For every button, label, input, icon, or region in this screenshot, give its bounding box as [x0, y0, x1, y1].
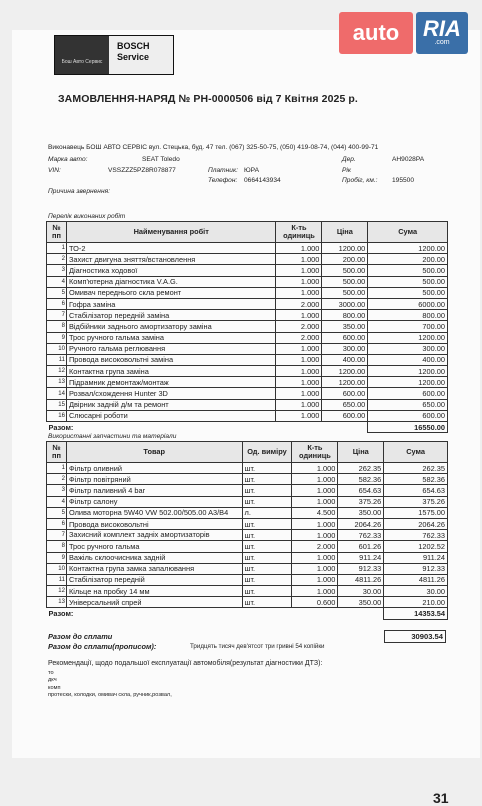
parts-cell: Фільтр оливний: [66, 463, 242, 474]
works-cell: 1.000: [276, 243, 322, 254]
works-col-num: № пп: [47, 222, 67, 243]
works-header-row: [47, 222, 448, 243]
parts-cell: 1202.52: [384, 541, 448, 552]
parts-cell: 12: [47, 586, 67, 597]
works-table: [46, 221, 448, 433]
works-cell: 300.00: [322, 343, 368, 354]
vin-label: VIN:: [48, 167, 61, 174]
parts-cell: Фільтр салону: [66, 496, 242, 507]
works-row: [47, 298, 448, 309]
parts-col-price: Ціна: [338, 442, 384, 463]
works-cell: 14: [47, 388, 67, 399]
works-cell: 500.00: [368, 287, 448, 298]
works-cell: 8: [47, 321, 67, 332]
parts-row: [47, 574, 448, 585]
works-cell: Відбійники заднього амортизатору заміна: [66, 321, 276, 332]
works-row: [47, 265, 448, 276]
works-cell: 1200.00: [368, 377, 448, 388]
parts-cell: 1.000: [292, 552, 338, 563]
works-row: [47, 243, 448, 254]
parts-cell: 1.000: [292, 563, 338, 574]
works-row: [47, 287, 448, 298]
parts-cell: 30.00: [384, 586, 448, 597]
parts-cell: Стабілізатор передній: [66, 574, 242, 585]
works-cell: 350.00: [322, 321, 368, 332]
parts-cell: 911.24: [338, 552, 384, 563]
works-cell: Діагностика ходової: [66, 265, 276, 276]
works-cell: 1: [47, 243, 67, 254]
parts-cell: шт.: [242, 474, 292, 485]
parts-cell: 375.26: [338, 496, 384, 507]
parts-cell: шт.: [242, 463, 292, 474]
parts-cell: 10: [47, 563, 67, 574]
parts-cell: шт.: [242, 541, 292, 552]
parts-header-row: [47, 442, 448, 463]
phone-label: Телефон:: [208, 177, 238, 184]
works-cell: 1.000: [276, 265, 322, 276]
parts-cell: 1.000: [292, 485, 338, 496]
works-cell: Двірник задній д/м та ремонт: [66, 399, 276, 410]
works-row: [47, 354, 448, 365]
recommendations-label: Рекомендації, щодо подальшої експлуатації автомобіля(результат діагностики ДТЗ):: [48, 660, 323, 667]
parts-cell: 9: [47, 552, 67, 563]
parts-cell: 350.00: [338, 597, 384, 608]
watermark-auto: auto: [339, 12, 413, 54]
payer-value: ЮРА: [244, 167, 260, 174]
recommendations-notes: [48, 670, 172, 700]
works-cell: 600.00: [322, 410, 368, 421]
parts-cell: 1.000: [292, 530, 338, 541]
parts-cell: шт.: [242, 518, 292, 529]
works-row: [47, 377, 448, 388]
parts-cell: 1.000: [292, 574, 338, 585]
parts-cell: 2064.26: [384, 518, 448, 529]
parts-cell: 4811.26: [338, 574, 384, 585]
parts-cell: 11: [47, 574, 67, 585]
works-cell: 1.000: [276, 310, 322, 321]
works-cell: 16: [47, 410, 67, 421]
parts-cell: Трос ручного гальма: [66, 541, 242, 552]
parts-cell: 2.000: [292, 541, 338, 552]
parts-total-label: Разом:: [47, 608, 384, 619]
works-col-name: Найменування робіт: [66, 222, 276, 243]
parts-cell: л.: [242, 507, 292, 518]
parts-row: [47, 563, 448, 574]
works-col-sum: Сума: [368, 222, 448, 243]
parts-cell: 912.33: [338, 563, 384, 574]
parts-row: [47, 496, 448, 507]
works-cell: 500.00: [322, 265, 368, 276]
to-pay-label: Разом до сплати: [48, 632, 113, 641]
works-cell: Комп'ютерна діагностика V.A.G.: [66, 276, 276, 287]
works-cell: 1.000: [276, 254, 322, 265]
works-col-price: Ціна: [322, 222, 368, 243]
brand-label: Марка авто:: [48, 156, 88, 163]
parts-col-unit: Од. виміру: [242, 442, 292, 463]
words-label: Разом до сплати(прописом):: [48, 642, 157, 651]
parts-cell: 601.26: [338, 541, 384, 552]
works-cell: 700.00: [368, 321, 448, 332]
works-cell: 1.000: [276, 399, 322, 410]
bosch-service-logo: [54, 35, 174, 75]
logo-right: [109, 36, 173, 74]
works-cell: Розвал/схождення Hunter 3D: [66, 388, 276, 399]
phone-value: 0664143934: [244, 177, 281, 184]
parts-cell: 350.00: [338, 507, 384, 518]
works-cell: 600.00: [368, 388, 448, 399]
words-value: Тридцять тисяч дев'ятсот три гривні 54 копійки: [190, 643, 325, 650]
note-line: дкч: [48, 677, 57, 684]
works-cell: 1.000: [276, 276, 322, 287]
parts-cell: 4811.26: [384, 574, 448, 585]
parts-total-row: [47, 608, 448, 619]
reg-label: Дер.: [342, 156, 356, 163]
parts-cell: Провода високовольтні: [66, 518, 242, 529]
year-label: Рік: [342, 167, 351, 174]
works-cell: 400.00: [368, 354, 448, 365]
works-cell: 2.000: [276, 332, 322, 343]
works-cell: 400.00: [322, 354, 368, 365]
works-cell: 1.000: [276, 343, 322, 354]
works-cell: 1.000: [276, 377, 322, 388]
works-row: [47, 399, 448, 410]
parts-cell: 30.00: [338, 586, 384, 597]
works-cell: 1200.00: [322, 243, 368, 254]
works-cell: Гофра заміна: [66, 298, 276, 309]
works-cell: 15: [47, 399, 67, 410]
works-cell: 10: [47, 343, 67, 354]
parts-cell: 654.63: [338, 485, 384, 496]
parts-cell: 1: [47, 463, 67, 474]
works-cell: 9: [47, 332, 67, 343]
works-row: [47, 310, 448, 321]
parts-total-value: 14353.54: [384, 608, 448, 619]
parts-cell: Універсальний спрей: [66, 597, 242, 608]
parts-cell: 262.35: [338, 463, 384, 474]
parts-cell: 3: [47, 485, 67, 496]
parts-cell: 4.500: [292, 507, 338, 518]
parts-col-name: Товар: [66, 442, 242, 463]
works-cell: 300.00: [368, 343, 448, 354]
parts-row: [47, 474, 448, 485]
parts-cell: 762.33: [338, 530, 384, 541]
works-cell: 600.00: [322, 388, 368, 399]
parts-cell: 582.36: [338, 474, 384, 485]
executor-line: Виконавець БОШ АВТО СЕРВІС вул. Стецька, буд. 47 тел. (067) 325-50-75, (050) 419-08-74, (044) 400-99-71: [48, 144, 379, 151]
works-col-qty: К-ть одиниць: [276, 222, 322, 243]
parts-table: [46, 441, 448, 620]
works-row: [47, 276, 448, 287]
note-line: то: [48, 670, 54, 676]
works-cell: 500.00: [368, 265, 448, 276]
parts-cell: 4: [47, 496, 67, 507]
parts-row: [47, 597, 448, 608]
parts-cell: 5: [47, 507, 67, 518]
reg-value: АН9028РА: [392, 156, 425, 163]
parts-cell: шт.: [242, 530, 292, 541]
mileage-label: Пробіг, км.:: [342, 177, 378, 184]
parts-cell: 912.33: [384, 563, 448, 574]
parts-cell: 375.26: [384, 496, 448, 507]
to-pay-value: 30903.54: [384, 630, 446, 643]
parts-cell: Фільтр повітряний: [66, 474, 242, 485]
note-line: комп: [48, 684, 61, 691]
works-cell: 200.00: [368, 254, 448, 265]
works-row: [47, 343, 448, 354]
parts-cell: шт.: [242, 597, 292, 608]
works-total-value: 16550.00: [368, 422, 448, 433]
works-cell: 12: [47, 366, 67, 377]
works-cell: 200.00: [322, 254, 368, 265]
works-cell: 2.000: [276, 298, 322, 309]
works-cell: Підрамник демонтаж/монтаж: [66, 377, 276, 388]
brand-value: SEAT Toledo: [142, 156, 180, 163]
parts-cell: Захисний комплект задніх амортизаторів: [66, 530, 242, 541]
parts-cell: 1.000: [292, 518, 338, 529]
works-row: [47, 321, 448, 332]
works-row: [47, 388, 448, 399]
works-cell: Слюсарні роботи: [66, 410, 276, 421]
parts-cell: 911.24: [384, 552, 448, 563]
works-cell: 1200.00: [322, 366, 368, 377]
parts-cell: шт.: [242, 485, 292, 496]
parts-cell: 1.000: [292, 586, 338, 597]
logo-line1: BOSCH: [117, 41, 150, 51]
watermark-ria: [416, 12, 468, 54]
watermark-ria-text: RIA: [423, 16, 461, 41]
parts-row: [47, 586, 448, 597]
works-cell: 6: [47, 298, 67, 309]
works-cell: Контактна група заміна: [66, 366, 276, 377]
parts-cell: 2: [47, 474, 67, 485]
works-cell: Ручного гальма реглювання: [66, 343, 276, 354]
works-cell: 500.00: [368, 276, 448, 287]
works-cell: 600.00: [322, 332, 368, 343]
page-title: ЗАМОВЛЕННЯ-НАРЯД № РН-0000506 від 7 Квітня 2025 р.: [58, 93, 358, 105]
works-cell: 2.000: [276, 321, 322, 332]
parts-cell: 1.000: [292, 496, 338, 507]
parts-cell: шт.: [242, 552, 292, 563]
parts-cell: шт.: [242, 574, 292, 585]
works-cell: 4: [47, 276, 67, 287]
works-cell: 3000.00: [322, 298, 368, 309]
footer-fragment: 31: [433, 790, 449, 806]
parts-cell: 654.63: [384, 485, 448, 496]
works-cell: 5: [47, 287, 67, 298]
works-row: [47, 410, 448, 421]
works-cell: 1.000: [276, 287, 322, 298]
works-row: [47, 332, 448, 343]
parts-cell: Кільце на пробку 14 мм: [66, 586, 242, 597]
parts-cell: 2064.26: [338, 518, 384, 529]
parts-cell: 8: [47, 541, 67, 552]
parts-row: [47, 552, 448, 563]
parts-cell: 1.000: [292, 474, 338, 485]
parts-row: [47, 518, 448, 529]
works-cell: Провода високовольтні заміна: [66, 354, 276, 365]
parts-col-num: № пп: [47, 442, 67, 463]
autoria-watermark: [339, 12, 468, 56]
parts-cell: шт.: [242, 496, 292, 507]
parts-caption: Використанні запчастини та матеріали: [48, 433, 177, 440]
works-cell: 1.000: [276, 366, 322, 377]
works-row: [47, 366, 448, 377]
works-cell: 600.00: [368, 410, 448, 421]
works-total-label: Разом:: [47, 422, 368, 433]
parts-cell: 210.00: [384, 597, 448, 608]
works-cell: Трос ручного гальма заміна: [66, 332, 276, 343]
works-cell: 3: [47, 265, 67, 276]
reason-label: Причина звернення:: [48, 188, 110, 195]
works-cell: 800.00: [322, 310, 368, 321]
note-line: протески, колодки, омивач скла, ручник,розвал,: [48, 692, 172, 699]
parts-cell: 262.35: [384, 463, 448, 474]
works-cell: 2: [47, 254, 67, 265]
works-cell: 650.00: [322, 399, 368, 410]
parts-cell: 0.600: [292, 597, 338, 608]
works-cell: 1200.00: [368, 332, 448, 343]
parts-col-qty: К-ть одиниць: [292, 442, 338, 463]
parts-row: [47, 530, 448, 541]
works-cell: 1.000: [276, 388, 322, 399]
parts-cell: Фільтр паливний 4 bar: [66, 485, 242, 496]
parts-cell: 7: [47, 530, 67, 541]
parts-row: [47, 485, 448, 496]
parts-cell: шт.: [242, 563, 292, 574]
works-cell: 6000.00: [368, 298, 448, 309]
payer-label: Платник:: [208, 167, 238, 174]
works-cell: Стабілізатор передній заміна: [66, 310, 276, 321]
parts-cell: шт.: [242, 586, 292, 597]
works-cell: 500.00: [322, 276, 368, 287]
works-cell: ТО-2: [66, 243, 276, 254]
logo-left-text: Бош Авто Сервис: [61, 59, 103, 65]
parts-cell: Олива моторна 5W40 VW 502.00/505.00 A3/B4: [66, 507, 242, 518]
works-cell: 13: [47, 377, 67, 388]
works-row: [47, 254, 448, 265]
watermark-domain: .com: [434, 39, 450, 46]
works-cell: 7: [47, 310, 67, 321]
works-cell: 800.00: [368, 310, 448, 321]
works-cell: 650.00: [368, 399, 448, 410]
parts-col-sum: Сума: [384, 442, 448, 463]
works-cell: Омивач переднього скла ремонт: [66, 287, 276, 298]
vin-value: VSSZZZ5PZ8R078877: [108, 167, 176, 174]
works-cell: 1200.00: [322, 377, 368, 388]
works-caption: Перелік виконаних робіт: [48, 213, 126, 220]
works-cell: 500.00: [322, 287, 368, 298]
works-cell: 1200.00: [368, 366, 448, 377]
parts-row: [47, 541, 448, 552]
parts-row: [47, 463, 448, 474]
parts-cell: 762.33: [384, 530, 448, 541]
works-cell: Захист двигуна зняття/встановлення: [66, 254, 276, 265]
parts-cell: 1575.00: [384, 507, 448, 518]
parts-row: [47, 507, 448, 518]
parts-cell: 1.000: [292, 463, 338, 474]
parts-cell: Важіль склоочисника задній: [66, 552, 242, 563]
parts-cell: Контактна група замка запалювання: [66, 563, 242, 574]
parts-cell: 582.36: [384, 474, 448, 485]
works-cell: 1.000: [276, 410, 322, 421]
works-cell: 11: [47, 354, 67, 365]
works-total-row: [47, 422, 448, 433]
parts-cell: 13: [47, 597, 67, 608]
parts-cell: 6: [47, 518, 67, 529]
logo-line2: Service: [117, 52, 150, 62]
works-cell: 1200.00: [368, 243, 448, 254]
works-cell: 1.000: [276, 354, 322, 365]
mileage-value: 195500: [392, 177, 415, 184]
